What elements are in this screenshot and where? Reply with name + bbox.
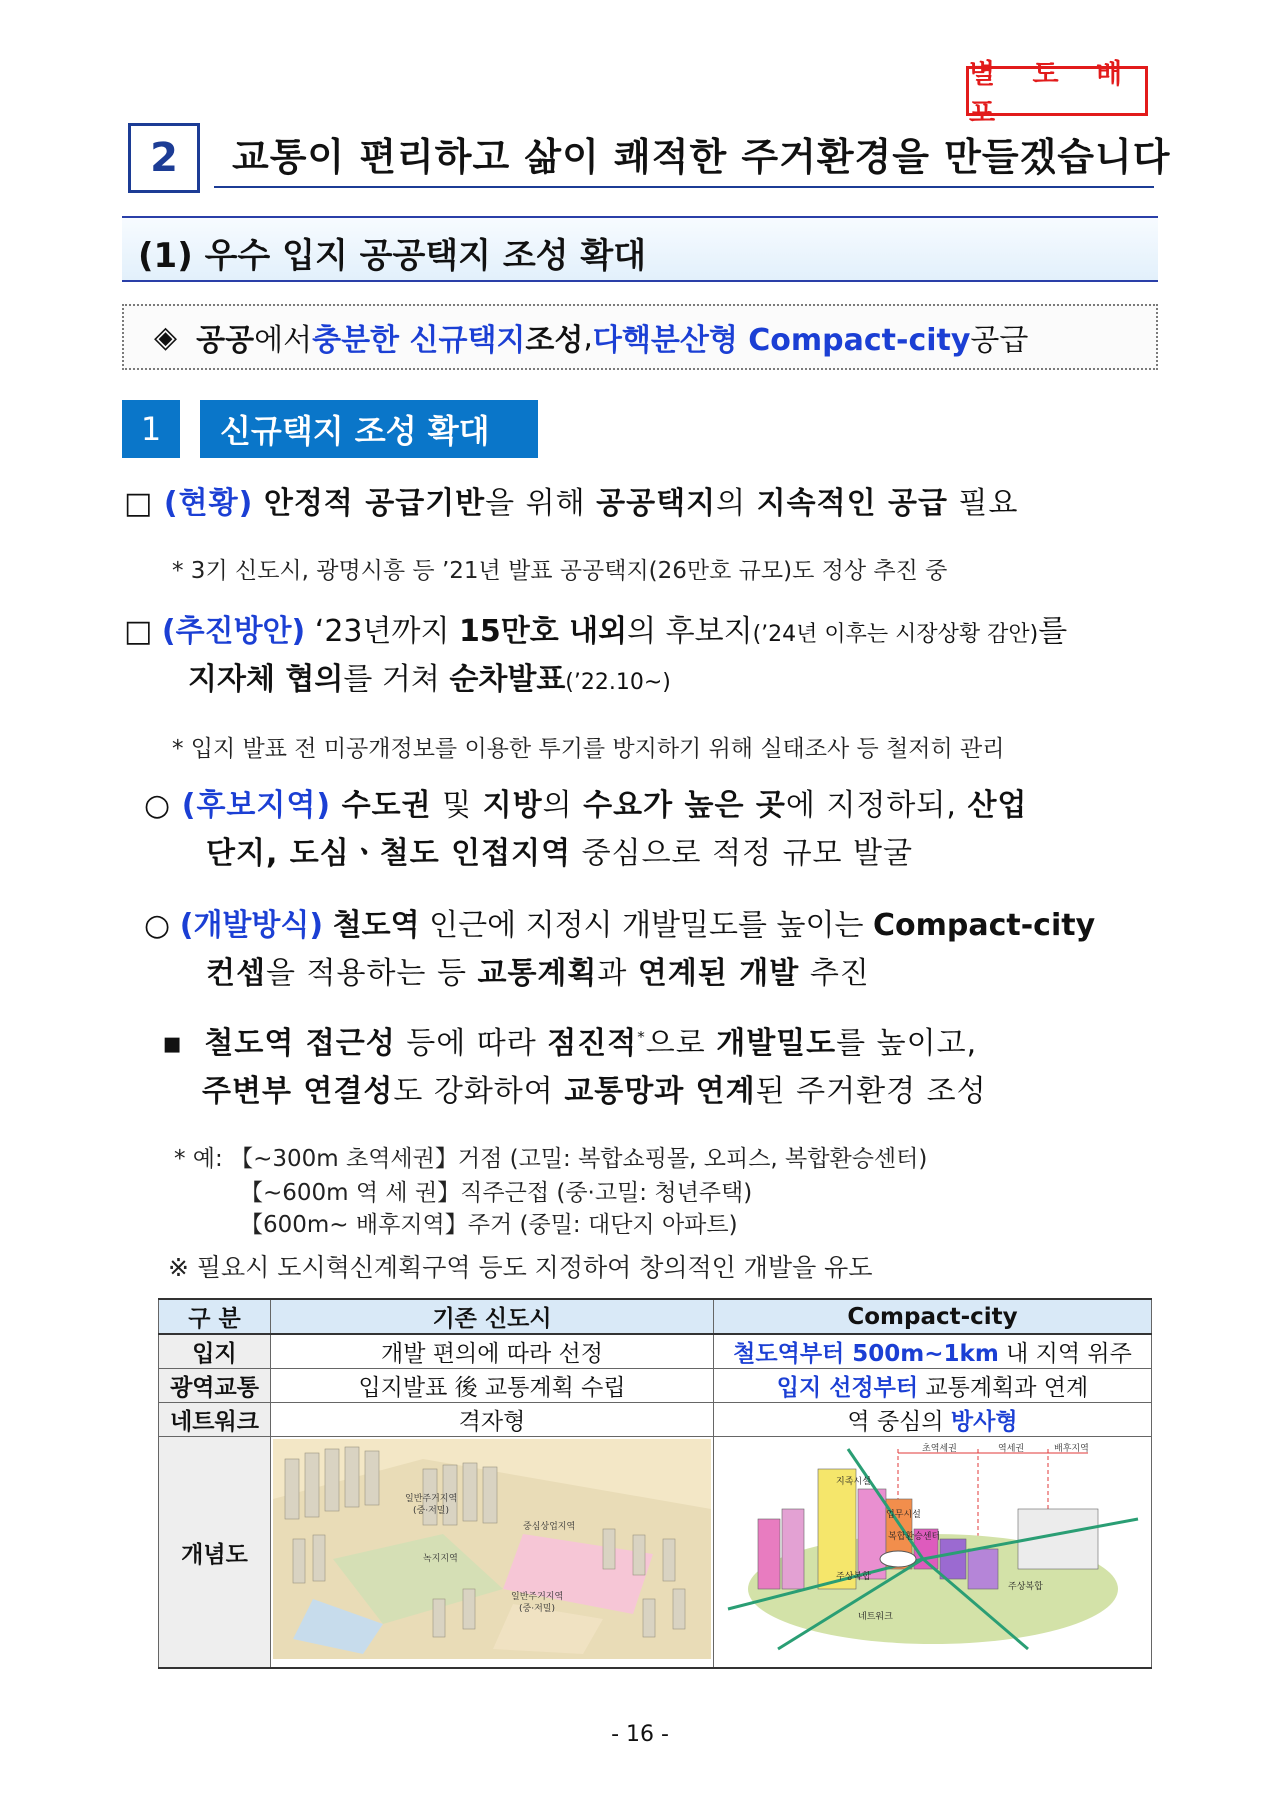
text: (’24년 이후는 시장상황 감안) (752, 622, 1039, 647)
text: 된 주거환경 조성 (755, 1074, 987, 1109)
diagram-label: 복합환승센터 (887, 1532, 940, 1542)
table-header: Compact-city (714, 1299, 1152, 1334)
status-label: (현황) (163, 486, 254, 521)
diagram-label: (중·저밀) (413, 1506, 449, 1516)
table-cell (714, 1369, 1152, 1403)
comparison-table (158, 1298, 1152, 1669)
method-line-2 (206, 956, 870, 992)
text: 역 중심의 (847, 1409, 951, 1435)
text: 의 (542, 788, 584, 823)
checkbox-icon: □ (124, 486, 154, 521)
row-label: 입지 (159, 1334, 271, 1369)
text: 단지, 도심ㆍ철도 인접지역 (206, 836, 572, 871)
diagram-label: 일반주거지역 (511, 1592, 564, 1602)
square-bullet-icon: ▪ (162, 1026, 184, 1061)
diagram-label: 업무시설 (885, 1510, 921, 1520)
text: (’22.10~) (565, 670, 671, 695)
text: ‘23년까지 (305, 614, 459, 649)
summary-box (122, 304, 1158, 370)
status-note: * 3기 신도시, 광명시흥 등 ’21년 발표 공공택지(26만호 규모)도 정상 추진 중 (172, 558, 948, 584)
text: 주변부 연결성 (202, 1074, 394, 1109)
table-header: 구 분 (159, 1299, 271, 1334)
text: 으로 (645, 1026, 717, 1061)
text: 산업 (967, 788, 1028, 823)
text: 수도권 (341, 788, 432, 823)
summary-text: , (583, 319, 593, 355)
text: 의 후보지 (627, 614, 753, 649)
text: 추진 (799, 956, 870, 991)
diagram-label: 주상복합 (1007, 1582, 1043, 1592)
circle-bullet-icon: ○ (144, 788, 172, 823)
text: 를 높이고, (836, 1026, 978, 1061)
table-row (159, 1437, 1152, 1669)
method-label: (개발방식) (179, 908, 324, 943)
diagram-label: 주상복합 (835, 1572, 871, 1582)
text: 중심으로 적정 규모 발굴 (571, 836, 914, 871)
text (323, 908, 333, 943)
text: 도 강화하여 (393, 1074, 565, 1109)
text: 공공택지 (596, 486, 717, 521)
diagram-label: 중심상업지역 (523, 1522, 576, 1532)
reference-note: ※ 필요시 도시혁신계획구역 등도 지정하여 창의적인 개발을 유도 (168, 1253, 873, 1282)
example-line: 【600m~ 배후지역】주거 (중밀: 대단지 아파트) (240, 1212, 738, 1238)
text: 지자체 협의 (188, 662, 344, 697)
old-newtown-diagram (271, 1437, 714, 1669)
text (331, 788, 342, 823)
text: 과 (597, 956, 638, 991)
summary-text: 공급 (970, 323, 1029, 358)
circle-bullet-icon: ○ (144, 908, 171, 943)
subsection-title: 신규택지 조성 확대 (200, 400, 538, 458)
method-line-1 (144, 908, 1095, 944)
status-line (124, 486, 1018, 522)
candidate-label: (후보지역) (181, 788, 332, 823)
diagram-label: (중·저밀) (519, 1604, 555, 1614)
text: 수요가 높은 곳 (583, 788, 786, 823)
table-header: 기존 신도시 (271, 1299, 714, 1334)
text: 점진적 (547, 1026, 638, 1061)
text: 및 (431, 788, 483, 823)
subsection-number: 1 (122, 400, 180, 458)
summary-text: 조성 (525, 323, 584, 358)
distribution-badge: 별 도 배 포 (966, 66, 1148, 116)
text: 컨셉 (206, 956, 266, 991)
radial-city-illustration (718, 1439, 1148, 1659)
summary-text: 다핵분산형 Compact-city (592, 323, 971, 358)
text: 교통계획과 연계 (918, 1375, 1089, 1401)
table-row (159, 1403, 1152, 1437)
diagram-label: 녹지지역 (423, 1554, 458, 1564)
text: 교통망과 연계 (564, 1074, 756, 1109)
text (253, 486, 264, 521)
text: 등에 따라 (395, 1026, 548, 1061)
text: 교통계획 (477, 956, 598, 991)
text: 철도역부터 500m~1km (733, 1341, 999, 1367)
diagram-label: 역세권 (997, 1444, 1024, 1454)
text: 을 적용하는 등 (265, 956, 478, 991)
access-line-2 (202, 1074, 987, 1110)
text: 에 지정하되, (785, 788, 968, 823)
table-header-row (159, 1299, 1152, 1334)
diamond-bullet-icon: ◈ (154, 319, 178, 355)
text: 개발밀도 (716, 1026, 837, 1061)
section-title: (1) 우수 입지 공공택지 조성 확대 (138, 236, 647, 276)
plan-label: (추진방안) (161, 614, 306, 649)
text: 를 (1038, 614, 1068, 649)
text: 지방 (482, 788, 543, 823)
diagram-label: 초역세권 (921, 1444, 957, 1454)
summary-text: 충분한 신규택지 (312, 323, 526, 358)
compact-city-diagram (714, 1437, 1152, 1669)
text: 연계된 개발 (637, 956, 800, 991)
grid-city-illustration (273, 1439, 711, 1659)
chapter-number: 2 (128, 123, 200, 193)
text: 내 지역 위주 (998, 1341, 1132, 1367)
page-number: - 16 - (611, 1722, 669, 1747)
text: 지속적인 공급 (756, 486, 948, 521)
diagram-label: 일반주거지역 (405, 1494, 458, 1504)
table-cell: 격자형 (271, 1403, 714, 1437)
text: 를 거쳐 (343, 662, 450, 697)
text: 철도역 (332, 908, 420, 943)
text: 의 (716, 486, 757, 521)
text: 을 위해 (485, 486, 597, 521)
text: 입지 선정부터 (776, 1375, 919, 1401)
candidate-line-2 (206, 836, 913, 872)
summary-text: 공공 (196, 323, 255, 358)
example-line: 【~600m 역 세 권】직주근접 (중·고밀: 청년주택) (240, 1180, 753, 1206)
plan-note: * 입지 발표 전 미공개정보를 이용한 투기를 방지하기 위해 실태조사 등 철저히 관리 (172, 736, 1005, 762)
example-line: * 예: 【~300m 초역세권】거점 (고밀: 복합쇼핑몰, 오피스, 복합환승센터) (174, 1146, 928, 1172)
footnote-mark: * (637, 1028, 646, 1046)
candidate-line-1 (144, 788, 1027, 824)
text: 필요 (947, 486, 1019, 521)
diagram-label: 배후지역 (1053, 1444, 1089, 1454)
text: 15만호 내외 (458, 614, 628, 649)
text: 안정적 공급기반 (263, 486, 486, 521)
table-cell: 개발 편의에 따라 선정 (271, 1334, 714, 1369)
table-row (159, 1334, 1152, 1369)
table-row (159, 1369, 1152, 1403)
text: Compact-city (872, 908, 1096, 943)
diagram-label: 지족시설 (835, 1477, 871, 1487)
table-cell (714, 1403, 1152, 1437)
text: 철도역 접근성 (204, 1026, 396, 1061)
text: 방사형 (950, 1409, 1018, 1435)
chapter-underline (214, 186, 1154, 188)
text: 순차발표 (449, 662, 566, 697)
table-cell: 입지발표 後 교통계획 수립 (271, 1369, 714, 1403)
row-label: 네트워크 (159, 1403, 271, 1437)
diagram-label: 네트워크 (857, 1612, 893, 1622)
summary-text: 에서 (254, 323, 313, 358)
table-cell (714, 1334, 1152, 1369)
chapter-title: 교통이 편리하고 삶이 쾌적한 주거환경을 만들겠습니다 (232, 135, 1171, 179)
row-label: 광역교통 (159, 1369, 271, 1403)
checkbox-icon: □ (124, 614, 153, 649)
text: 인근에 지정시 개발밀도를 높이는 (419, 908, 873, 943)
plan-line-1 (124, 614, 1067, 650)
row-label: 개념도 (159, 1437, 271, 1669)
plan-line-2 (188, 662, 671, 698)
access-line-1 (162, 1026, 977, 1062)
